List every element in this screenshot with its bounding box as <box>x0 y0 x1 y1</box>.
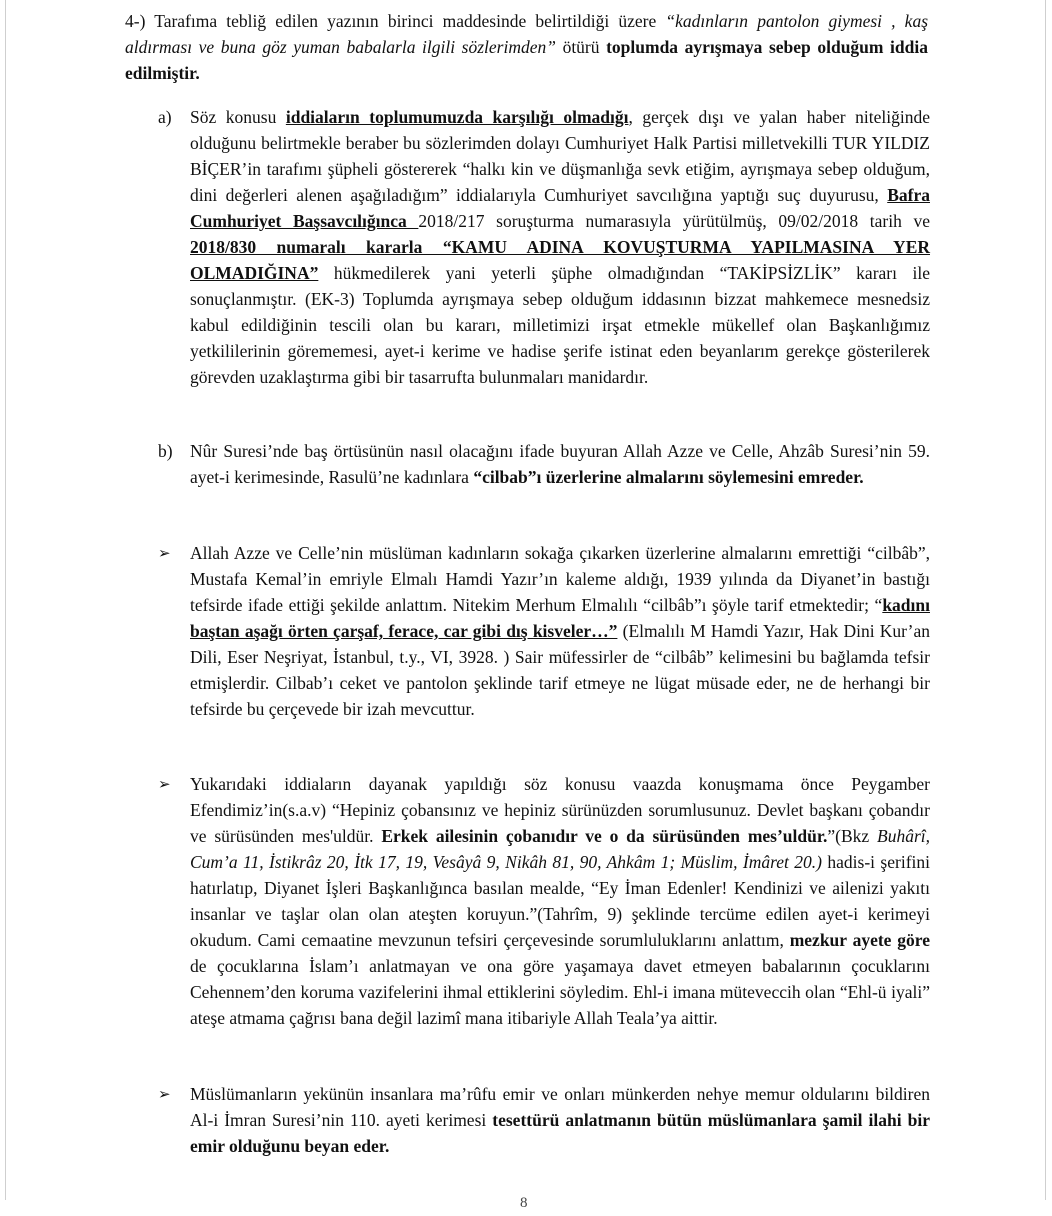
item-a-text: Söz konusu iddiaların toplumumuzda karşılığı olmadığı, gerçek dışı ve yalan haber niteliğinde olduğunu belirtmekle beraber bu sözlerimden dolayı Cumhuriyet Halk Partisi milletvekilli TUR YILDIZ BİÇER’in tarafımı şüpheli göstererek “halkı kin ve düşmanlığa sevk etiğim, ayrışmaya sebep olduğum, dini değerleri alenen aşağıladığım” iddialarıyla Cumhuriyet savcılığına yaptığı suç duyurusu, Bafra Cumhuriyet Başsavcılığınca 2018/217 soruşturma numarasıyla yürütülmüş, 09/02/2018 tarih ve 2018/830 numaralı kararla “KAMU ADINA KOVUŞTURMA YAPILMASINA YER OLMADIĞINA” hükmedilerek yani yeterli şüphe olmadığından “TAKİPSİZLİK” kararı ile sonuçlanmıştır. (EK-3) Toplumda ayrışmaya sebep olduğum iddasının bizzat mahkemece mesnedsiz kabul edildiğinin tescili olan bu kararı, milletimizi irşat etmekle mükellef olan Başkanlığımız yetkililerinin görememesi, ayet-i kerime ve hadise şerife istinat eden beyanlarım gerekçe gösterilerek görevden uzaklaştırma gibi bir tasarrufta bulunmaları manidardır. <box>190 107 930 387</box>
arrow-bullet-icon: ➢ <box>158 544 171 562</box>
bullet-3-text: Müslümanların yekünün insanlara ma’rûfu emir ve onları münkerden nehye memur oldularını bildiren Al-i İmran Suresi’nin 110. ayeti kerimesi tesettürü anlatmanın bütün müslümanlara şamil ilahi bir emir olduğunu beyan eder. <box>190 1084 930 1156</box>
item-marker: a) <box>158 107 172 127</box>
item-b-text: Nûr Suresi’nde baş örtüsünün nasıl olacağını ifade buyuran Allah Azze ve Celle, Ahzâb Suresi’nin 59. ayet-i kerimesinde, Rasulü’ne kadınlara “cilbab”ı üzerlerine almalarını söylemesini emreder. <box>190 441 930 487</box>
bullet-2-text: Yukarıdaki iddiaların dayanak yapıldığı söz konusu vaazda konuşmama önce Peygamber Efendimiz’in(s.a.v) “Hepiniz çobansınız ve hepiniz sürünüzden sorumlusunuz. Devlet başkanı çobandır ve sürüsünden mes'uldür. Erkek ailesinin çobanıdır ve o da sürüsünden mes’uldür.”(Bkz Buhârî, Cum’a 11, İstikrâz 20, İtk 17, 19, Vesâyâ 9, Nikâh 81, 90, Ahkâm 1; Müslim, İmâret 20.) hadis-i şerifini hatırlatıp, Diyanet İşleri Başkanlığınca basılan mealde, “Ey İman Edenler! Kendinizi ve ailenizi yakıtı insanlar ve taşlar olan olan ateşten koruyun.”(Tahrîm, 9) şeklinde tercüme edilen ayet-i kerimeyi okudum. Cami cemaatine mevzunun tefsiri çerçevesinde sorumluluklarını anlattım, mezkur ayete göre de çocuklarına İslam’ı anlatmayan ve ona göre yaşamaya davet etmeyen babalarının çocuklarını Cehennem’den koruma vazifelerini ihmal ettiklerini söyledim. Ehl-i imana müteveccih olan “Ehl-ü iyali” ateşe atmama çağrısı bana değil lazimî mana itibariyle Allah Teala’ya aittir. <box>190 774 930 1028</box>
page-number: 8 <box>520 1195 528 1211</box>
item-marker: b) <box>158 441 173 461</box>
section-number: 4-) <box>125 11 146 31</box>
intro-paragraph: 4-) Tarafıma tebliğ edilen yazının birinci maddesinde belirtildiği üzere “kadınların pantolon giymesi , kaş aldırması ve buna göz yuman babalarla ilgili sözlerimden” ötürü toplumda ayrışmaya sebep olduğum iddia edilmiştir. <box>125 11 928 83</box>
arrow-bullet-icon: ➢ <box>158 1085 171 1103</box>
arrow-bullet-icon: ➢ <box>158 775 171 793</box>
bullet-1-text: Allah Azze ve Celle’nin müslüman kadınların sokağa çıkarken üzerlerine almalarını emrettiği “cilbâb”, Mustafa Kemal’in emriyle Elmalı Hamdi Yazır’ın kaleme aldığı, 1939 yılında da Diyanet’in bastığı tefsirde ifade ettiği şekilde anlattım. Nitekim Merhum Elmalılı “cilbâb”ı şöyle tarif etmektedir; “kadını baştan aşağı örten çarşaf, ferace, car gibi dış kisveler…” (Elmalılı M Hamdi Yazır, Hak Dini Kur’an Dili, Eser Neşriyat, İstanbul, t.y., VI, 3928. ) Sair müfessirler de “cilbâb” kelimesini bu bağlamda tefsir etmişlerdir. Cilbab’ı ceket ve pantolon şeklinde tarif etmeye ne lügat müsade eder, ne de herhangi bir tefsirde bu çerçevede bir izah mevcuttur. <box>190 543 930 719</box>
